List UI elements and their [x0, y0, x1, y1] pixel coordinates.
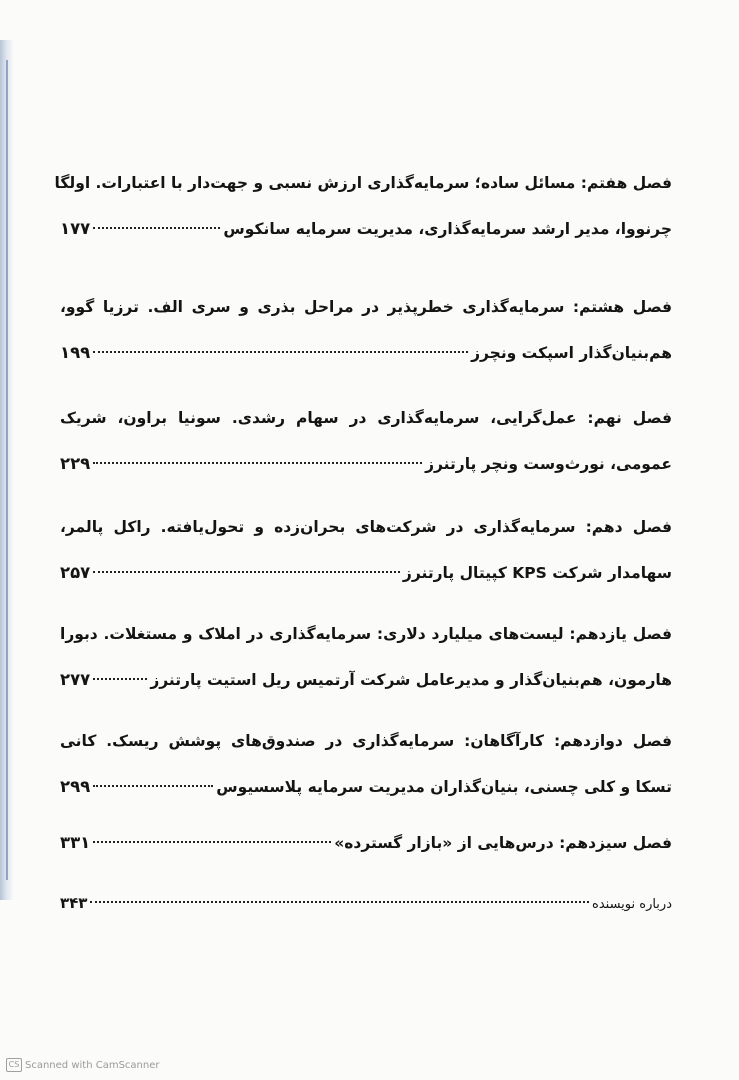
toc-entry-title-line: فصل دهم: سرمایه‌گذاری در شرکت‌های بحران‌زده و تحول‌یافته. راکل پالمر،: [60, 518, 672, 536]
dot-leader: [90, 901, 589, 903]
toc-entry-title-line: هم‌بنیان‌گذار اسپکت ونچرز: [471, 344, 672, 362]
toc-entry-about-author[interactable]: [60, 890, 672, 916]
page-number: ۲۲۹: [60, 454, 91, 473]
page-number: ۲۷۷: [60, 670, 91, 689]
toc-entry-title-line: فصل نهم: عمل‌گرایی، سرمایه‌گذاری در سهام رشدی. سونیا براون، شریک: [60, 409, 672, 427]
toc-entry-title-line: فصل هفتم: مسائل ساده؛ سرمایه‌گذاری ارزش نسبی و جهت‌دار با اعتبارات. اولگا: [54, 174, 672, 192]
toc-entry-title-line: فصل سیزدهم: درس‌هایی از «بازار گسترده»: [334, 834, 672, 852]
toc-entry-chapter-12[interactable]: [60, 728, 672, 800]
page-number: ۲۹۹: [60, 777, 91, 796]
toc-entry-title-line: هارمون، هم‌بنیان‌گذار و مدیرعامل شرکت آرتمیس ریل استیت پارتنرز: [150, 671, 672, 689]
toc-entry-last-line: [60, 451, 672, 477]
toc-entry-chapter-8[interactable]: [60, 294, 672, 366]
toc-entry-last-line: [60, 830, 672, 856]
dot-leader: [93, 785, 213, 787]
toc-entry-title-line: چرنووا، مدیر ارشد سرمایه‌گذاری، مدیریت سرمایه سانکوس: [223, 220, 672, 238]
toc-entry-title-line: درباره نویسنده: [592, 897, 672, 912]
page-number: ۲۵۷: [60, 563, 91, 582]
toc-entry-chapter-13[interactable]: [60, 830, 672, 856]
toc-entry-chapter-11[interactable]: [60, 621, 672, 693]
page-number: ۳۳۱: [60, 833, 91, 852]
toc-entry-last-line: [60, 340, 672, 366]
toc-entry-last-line: [60, 667, 672, 693]
dot-leader: [93, 841, 331, 843]
page-number: ۱۷۷: [60, 219, 91, 238]
dot-leader: [93, 462, 422, 464]
toc-entry-chapter-7[interactable]: [54, 170, 672, 242]
toc-entry-title-line: عمومی، نورث‌وست ونچر پارتنرز: [425, 455, 672, 473]
toc-entry-title-line: فصل یازدهم: لیست‌های میلیارد دلاری: سرمایه‌گذاری در املاک و مستغلات. دبورا: [60, 625, 672, 643]
toc-entry-title-line: فصل دوازدهم: کارآگاهان: سرمایه‌گذاری در صندوق‌های پوشش ریسک. کانی: [60, 732, 672, 750]
toc-entry-title-line: تسکا و کلی چسنی، بنیان‌گذاران مدیریت سرمایه پلاسسیوس: [216, 778, 672, 796]
toc-entry-last-line: [60, 216, 672, 242]
toc-entry-last-line: [60, 560, 672, 586]
toc-entry-chapter-10[interactable]: [60, 514, 672, 586]
scanner-watermark-text: Scanned with CamScanner: [25, 1059, 160, 1071]
toc-entry-last-line: [60, 890, 672, 916]
toc-entry-last-line: [60, 774, 672, 800]
scanner-watermark: [6, 1058, 160, 1072]
toc-entry-title-line: سهامدار شرکت KPS کپیتال پارتنرز: [402, 564, 672, 582]
dot-leader: [93, 571, 400, 573]
dot-leader: [93, 678, 147, 680]
camscanner-logo-icon: CS: [6, 1058, 22, 1072]
page-number: ۳۴۳: [60, 894, 88, 912]
page-binding-line: [6, 60, 8, 880]
dot-leader: [93, 351, 468, 353]
dot-leader: [93, 227, 220, 229]
page-number: ۱۹۹: [60, 343, 91, 362]
toc-entry-chapter-9[interactable]: [60, 405, 672, 477]
toc-entry-title-line: فصل هشتم: سرمایه‌گذاری خطرپذیر در مراحل بذری و سری الف. ترزیا گوو،: [60, 298, 672, 316]
